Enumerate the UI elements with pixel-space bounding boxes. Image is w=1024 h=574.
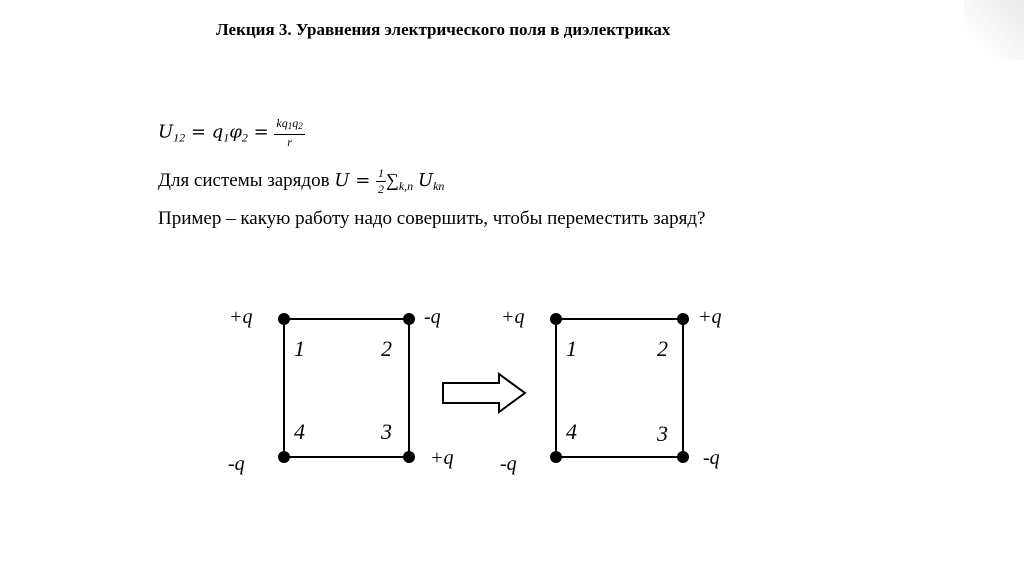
example-question: Пример – какую работу надо совершить, чтобы переместить заряд? — [158, 208, 706, 229]
right-charge-label-1: +q — [501, 306, 525, 328]
left-charge-label-3: +q — [430, 447, 454, 469]
line2-u: U — [334, 169, 350, 191]
eq1-lhs-sub: 12 — [173, 130, 186, 145]
transition-arrow-icon — [443, 374, 525, 412]
left-number-1: 1 — [294, 336, 305, 361]
eq1-phi: φ — [229, 121, 242, 143]
eq1-phi-sub: 2 — [241, 130, 248, 145]
left-charge-label-4: -q — [228, 453, 245, 475]
left-number-2: 2 — [381, 336, 392, 361]
right-charge-label-4: -q — [500, 453, 517, 475]
line2-frac-num: 1 — [378, 166, 385, 180]
eq1-q1-sub: 1 — [223, 130, 230, 145]
line2-equals: = — [349, 169, 377, 191]
line2-text: Для системы зарядов — [158, 169, 335, 191]
right-charge-dot-1 — [550, 313, 562, 325]
eq1-num-sub1: 1 — [287, 121, 293, 131]
right-charge-dot-2 — [677, 313, 689, 325]
line2-ukn-sub: kn — [433, 178, 445, 193]
right-number-2: 2 — [657, 336, 668, 361]
slide-title: Лекция 3. Уравнения электрического поля в диэлектриках — [216, 20, 671, 39]
line2-frac-den: 2 — [378, 182, 385, 196]
left-charge-label-2: -q — [424, 306, 441, 328]
right-charge-dot-3 — [677, 451, 689, 463]
right-charge-label-3: -q — [703, 447, 720, 469]
left-number-4: 4 — [294, 419, 305, 444]
line2-sum-sub: k,n — [398, 178, 414, 193]
eq1-lhs: U — [158, 121, 174, 143]
eq1-equals: = — [185, 121, 212, 143]
eq1-num-sub2: 2 — [298, 121, 303, 131]
eq1-q1: q — [211, 121, 224, 143]
left-charge-dot-1 — [278, 313, 290, 325]
right-charge-label-2: +q — [698, 306, 722, 328]
left-charge-dot-2 — [403, 313, 415, 325]
eq1-equals-2: = — [247, 121, 275, 143]
right-number-1: 1 — [566, 336, 577, 361]
eq1-num-q: q — [292, 116, 299, 130]
eq1-num-kq: kq — [276, 116, 288, 130]
line2-ukn: U — [417, 169, 434, 191]
left-charge-label-1: +q — [229, 306, 253, 328]
eq1-den: r — [287, 135, 292, 149]
right-charge-dot-4 — [550, 451, 562, 463]
left-square — [228, 306, 454, 475]
left-charge-dot-4 — [278, 451, 290, 463]
right-number-4: 4 — [566, 419, 577, 444]
left-charge-dot-3 — [403, 451, 415, 463]
line2-sum: ∑ — [386, 169, 399, 190]
right-square — [500, 306, 722, 475]
right-number-3: 3 — [657, 421, 668, 446]
left-number-3: 3 — [381, 419, 392, 444]
